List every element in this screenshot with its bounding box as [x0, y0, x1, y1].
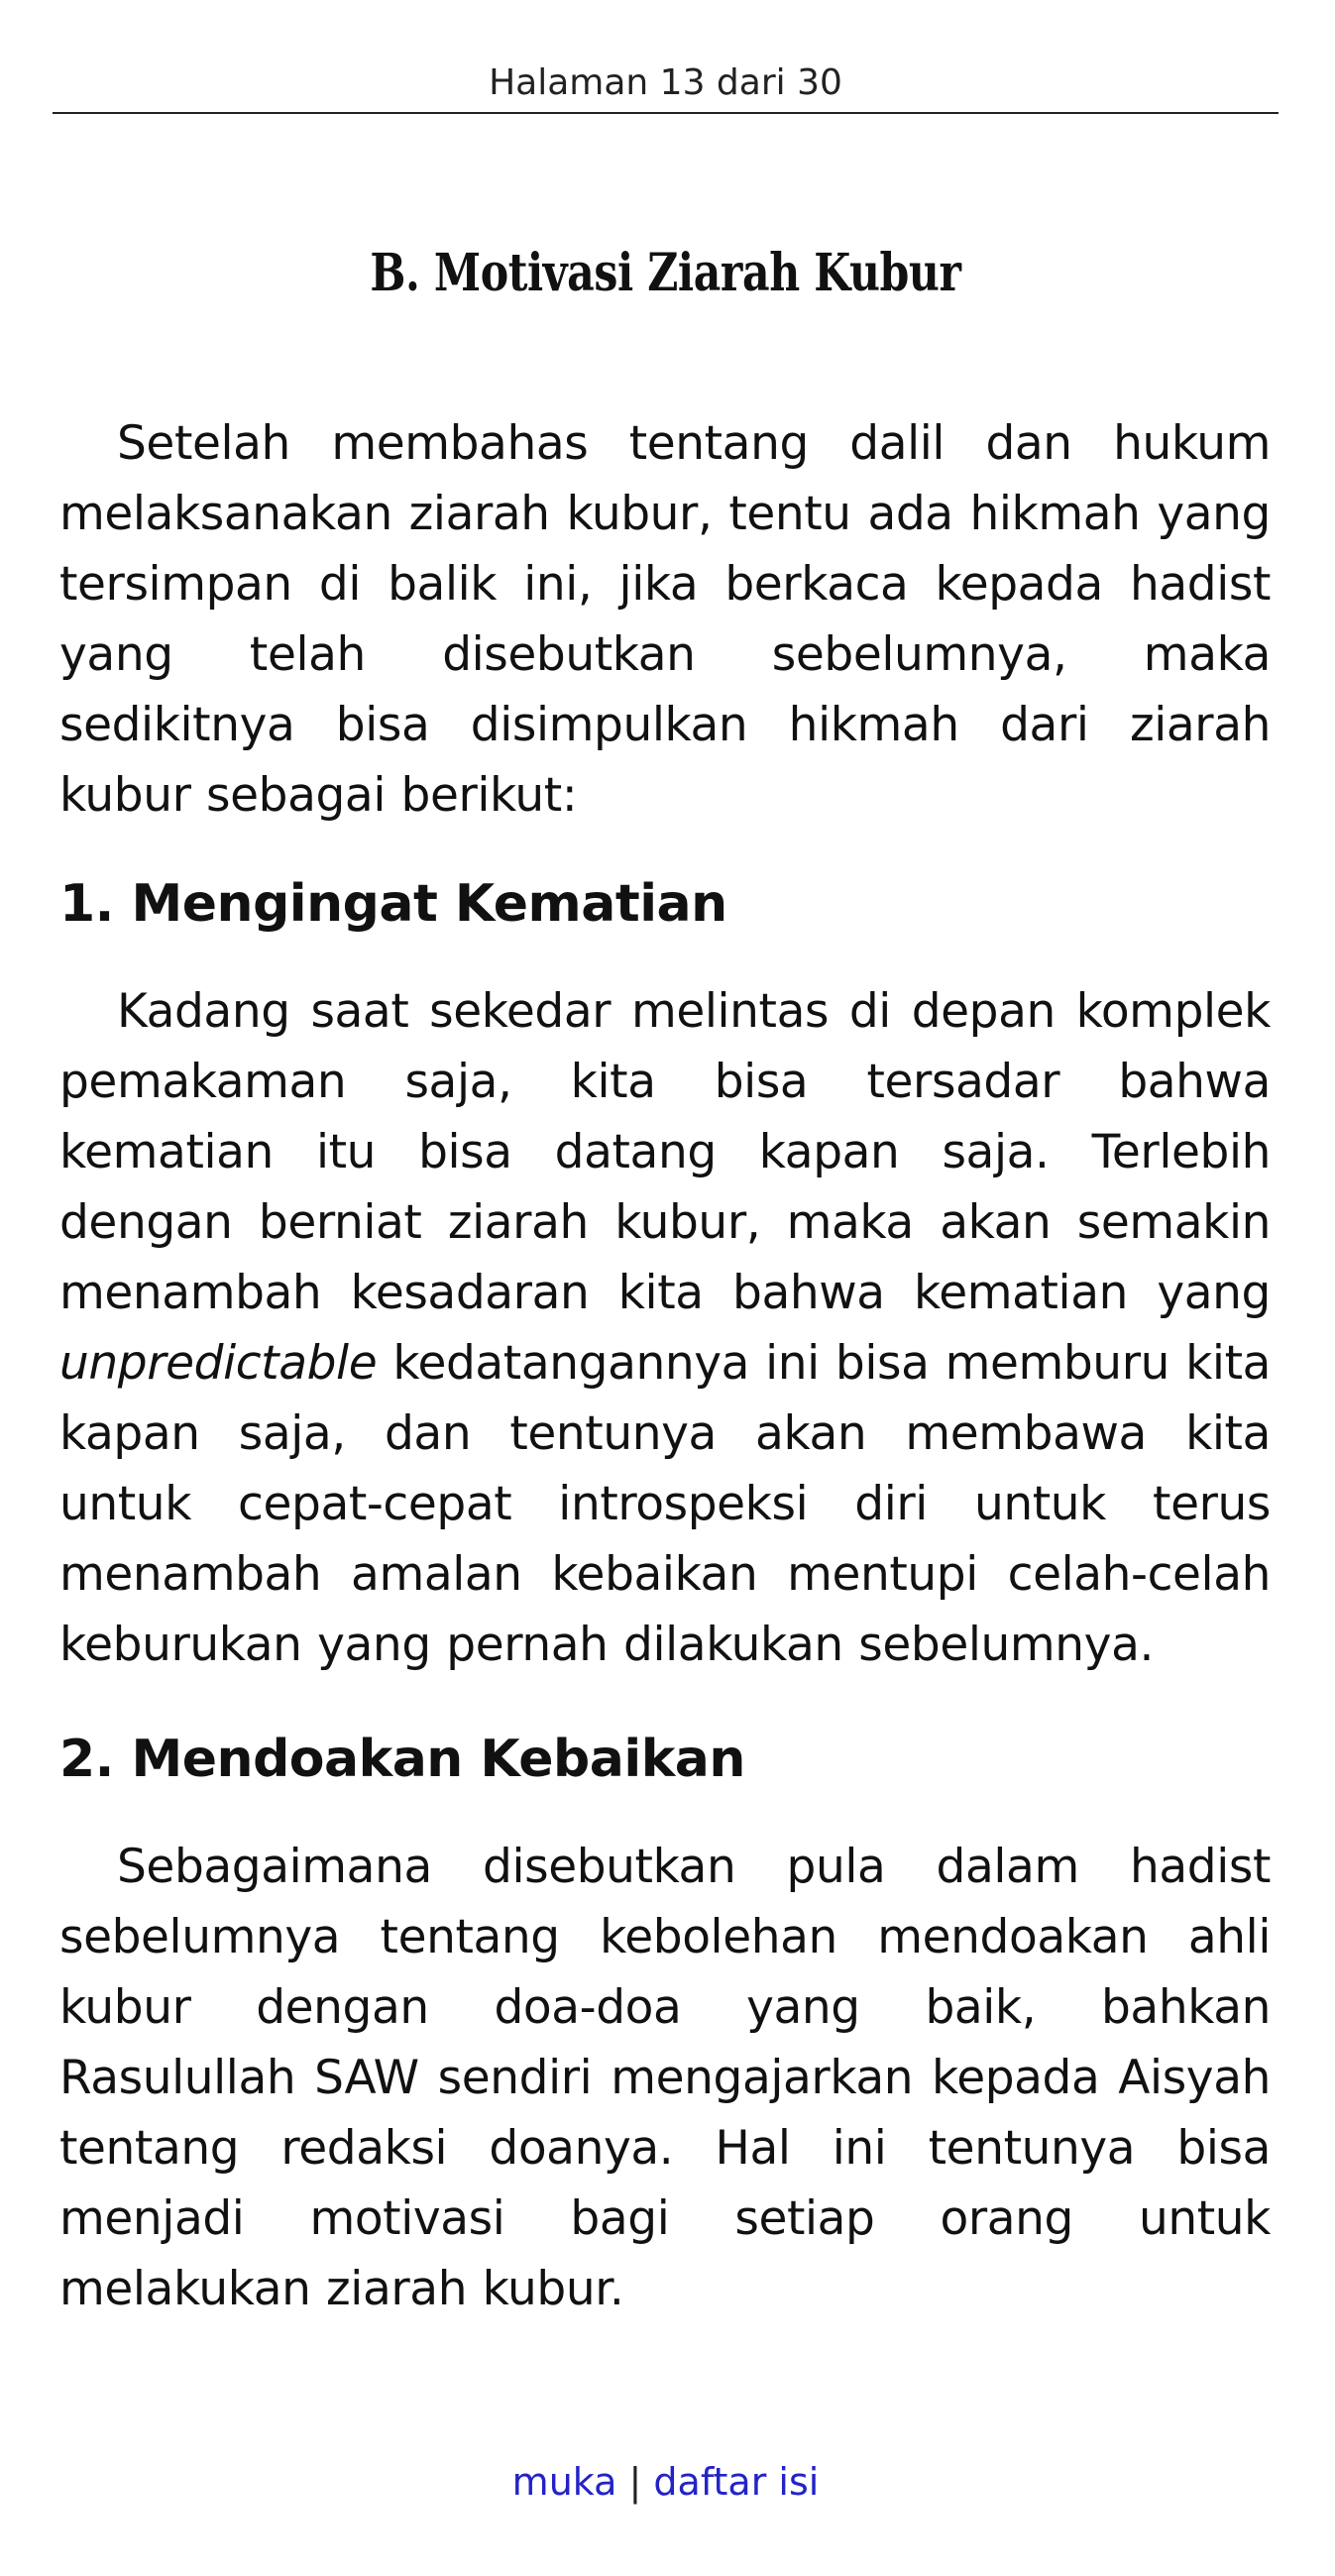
footer-nav: [53, 2452, 1279, 2512]
heading-block-1: [59, 864, 1271, 944]
page-number-header: Halaman 13 dari 30: [489, 62, 842, 103]
intro-block: [59, 408, 1271, 831]
paragraph-text-part: Kadang saat sekedar melintas di depan komplek pemakaman saja, kita bisa tersadar bahwa kematian itu bisa datang kapan saja. Terlebih dengan berniat ziarah kubur, maka akan semakin menambah kesadaran kita bahwa kematian yang: [59, 984, 1271, 1320]
paragraph-mendoakan-kebaikan: Sebagaimana disebutkan pula dalam hadist sebelumnya tentang kebolehan mendoakan ahli kubur dengan doa-doa yang baik, bahkan Rasulullah SAW sendiri mengajarkan kepada Aisyah tentang redaksi doanya. Hal ini tentunya bisa menjadi motivasi bagi setiap orang untuk melakukan ziarah kubur.: [59, 1840, 1271, 2316]
section-title: B. Motivasi Ziarah Kubur: [370, 243, 961, 303]
subheading-mengingat-kematian: 1. Mengingat Kematian: [59, 874, 727, 934]
paragraph-mengingat-kematian: [59, 976, 1271, 1680]
subheading-mendoakan-kebaikan: 2. Mendoakan Kebaikan: [59, 1730, 745, 1789]
paragraph-text-part: kedatangannya ini bisa memburu kita kapan saja, dan tentunya akan membawa kita untuk cepat-cepat introspeksi diri untuk terus menambah amalan kebaikan mentupi celah-celah keburukan yang pernah dilakukan sebelumnya.: [59, 1336, 1271, 1672]
italic-term: unpredictable: [59, 1336, 378, 1391]
section-1-block: [59, 976, 1271, 1680]
intro-paragraph: Setelah membahas tentang dalil dan hukum melaksanakan ziarah kubur, tentu ada hikmah yang tersimpan di balik ini, jika berkaca kepada hadist yang telah disebutkan sebelumnya, maka sedikitnya bisa disimpulkan hikmah dari ziarah kubur sebagai berikut:: [59, 416, 1271, 823]
table-of-contents-link[interactable]: daftar isi: [653, 2460, 820, 2504]
section-2-block: [59, 1832, 1271, 2324]
heading-block-2: [59, 1720, 1271, 1799]
footer-separator: |: [628, 2460, 642, 2504]
home-link[interactable]: muka: [511, 2460, 617, 2504]
header-divider: [53, 112, 1279, 114]
